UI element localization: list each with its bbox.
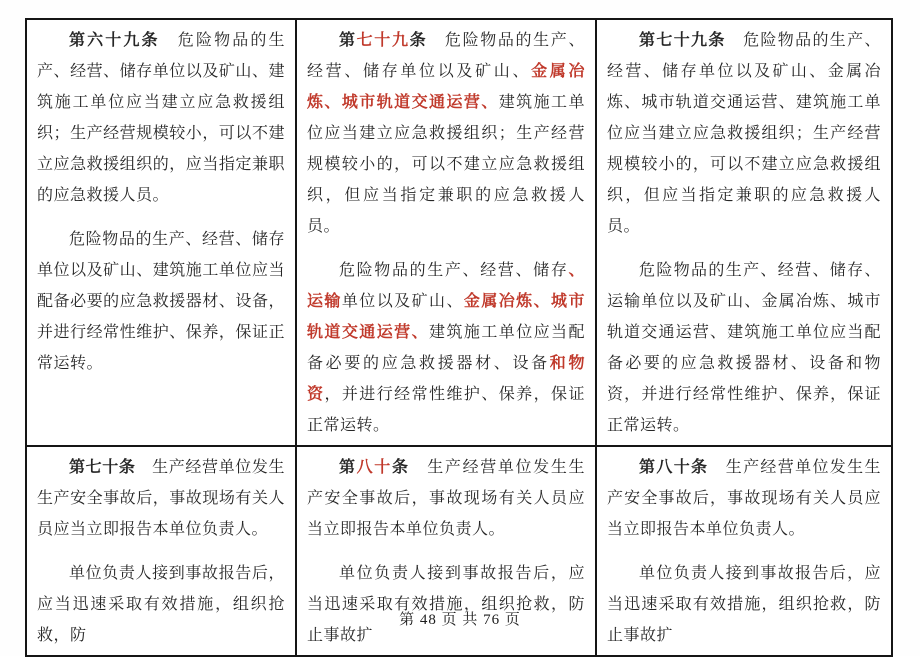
law-text: 条 bbox=[391, 459, 410, 476]
law-text: 第 bbox=[339, 459, 357, 476]
law-paragraph bbox=[307, 452, 585, 545]
law-text: 建筑施工单位应当建立应急救援组织；生产经营规模较小的，可以不建立应急救援组织，但应当指定兼职的应急救援人员。 bbox=[307, 94, 585, 235]
amended-text: 金属冶炼、城市轨道交通运营、 bbox=[307, 63, 585, 111]
law-comparison-table bbox=[25, 18, 893, 657]
law-text: 危险物品的生产、经营、储存、运输单位以及矿山、金属冶炼、城市轨道交通运营、建筑施工单位应当配备必要的应急救援器材、设备和物资，并进行经常性维护、保养，保证正常运转。 bbox=[607, 262, 881, 434]
cell-article-69 bbox=[26, 19, 296, 446]
law-paragraph bbox=[607, 25, 881, 242]
law-text: 危险物品的生产、经营、储存单位以及矿山、金属冶炼、城市轨道交通运营、建筑施工单位应当建立应急救援组织；生产经营规模较小的，可以不建立应急救援组织，但应当指定兼职的应急救援人员。 bbox=[607, 32, 881, 235]
law-paragraph bbox=[37, 558, 285, 651]
law-text: 第七十九条 bbox=[639, 32, 726, 49]
law-text: 单位负责人接到事故报告后，应当迅速采取有效措施，组织抢救，防 bbox=[37, 565, 285, 644]
law-paragraph bbox=[607, 558, 881, 651]
law-paragraph bbox=[37, 224, 285, 379]
amended-text: 、运输 bbox=[307, 262, 585, 310]
law-text: 单位以及矿山、 bbox=[341, 293, 464, 310]
law-text: 危险物品的生产、经营、储存 bbox=[339, 262, 569, 279]
law-text: 危险物品的生产、经营、储存单位以及矿山、建筑施工单位应当建立应急救援组织；生产经营规模较小，可以不建立应急救援组织的，应当指定兼职的应急救援人员。 bbox=[37, 32, 285, 204]
law-text: 第 bbox=[339, 32, 357, 49]
law-paragraph bbox=[607, 255, 881, 441]
law-text: ，并进行经常性维护、保养，保证正常运转。 bbox=[307, 386, 585, 434]
law-paragraph bbox=[37, 25, 285, 211]
cell-article-79-marked bbox=[296, 19, 596, 446]
law-text: 生产经营单位发生生产安全事故后，事故现场有关人员应当立即报告本单位负责人。 bbox=[607, 459, 881, 538]
amended-text: 金属冶炼、城市轨道交通运营、 bbox=[307, 293, 585, 341]
law-text: 危险物品的生产、经营、储存单位以及矿山、 bbox=[307, 32, 585, 80]
amended-text: 八十 bbox=[356, 459, 392, 476]
law-paragraph bbox=[307, 558, 585, 651]
law-paragraph bbox=[307, 25, 585, 242]
table-row bbox=[26, 19, 892, 446]
law-text: 生产经营单位发生生产安全事故后，事故现场有关人员应当立即报告本单位负责人。 bbox=[307, 459, 585, 538]
law-text: 生产经营单位发生生产安全事故后，事故现场有关人员应当立即报告本单位负责人。 bbox=[37, 459, 285, 538]
law-text: 第六十九条 bbox=[69, 32, 160, 49]
law-paragraph bbox=[307, 255, 585, 441]
law-text: 条 bbox=[409, 32, 428, 49]
law-text: 单位负责人接到事故报告后，应当迅速采取有效措施，组织抢救，防止事故扩 bbox=[607, 565, 881, 644]
amended-text: 七十九 bbox=[356, 32, 410, 49]
cell-article-79 bbox=[596, 19, 892, 446]
amended-text: 和物资 bbox=[307, 355, 585, 403]
law-text: 单位负责人接到事故报告后，应当迅速采取有效措施，组织抢救，防止事故扩 bbox=[307, 565, 585, 644]
law-paragraph bbox=[607, 452, 881, 545]
law-paragraph bbox=[37, 452, 285, 545]
law-text: 建筑施工单位应当配备必要的应急救援器材、设备 bbox=[307, 324, 585, 372]
page-number: 第 48 页 共 76 页 bbox=[399, 612, 521, 628]
law-text: 第八十条 bbox=[639, 459, 709, 476]
law-text: 第七十条 bbox=[69, 459, 136, 476]
law-text: 危险物品的生产、经营、储存单位以及矿山、建筑施工单位应当配备必要的应急救援器材、设备，并进行经常性维护、保养，保证正常运转。 bbox=[37, 231, 285, 372]
